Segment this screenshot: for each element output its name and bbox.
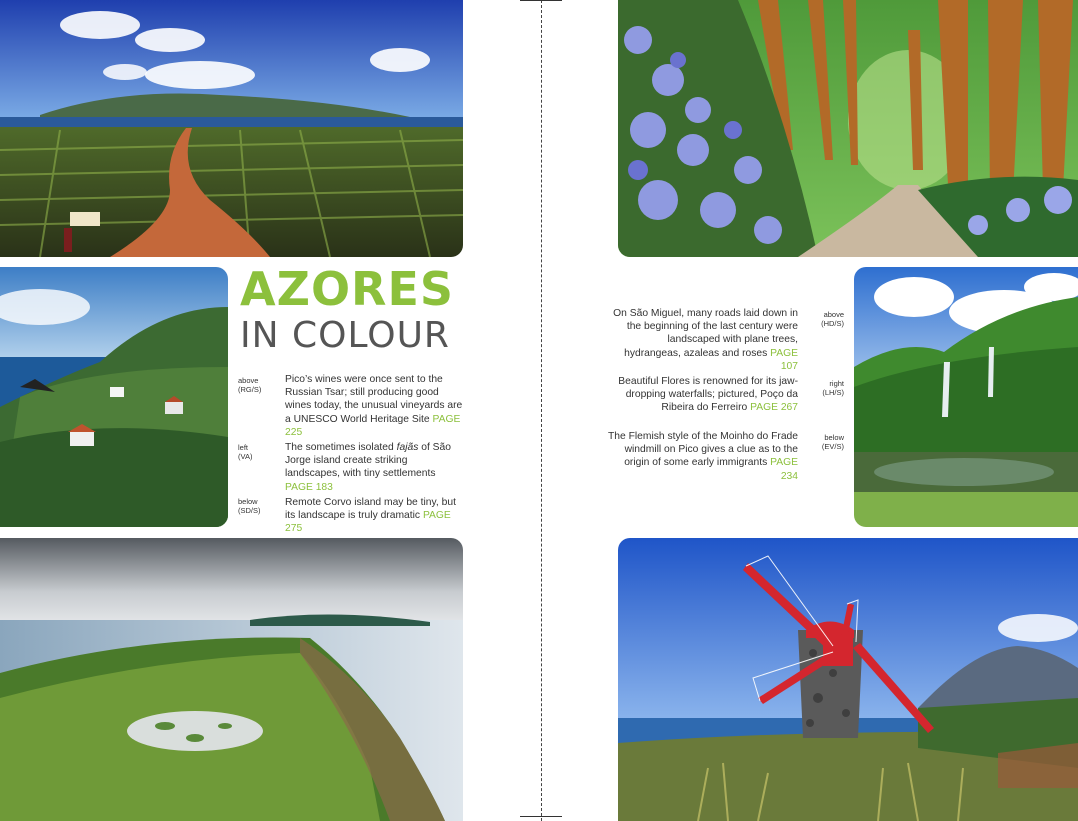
caption-position-label: left <box>238 443 249 452</box>
caption-position <box>808 310 844 328</box>
caption-sao-miguel <box>608 307 798 373</box>
caption-text: Pico’s wines were once sent to the Russian Tsar; still producing good wines today, the unusual vineyards are a UNESCO World Heritage Site <box>285 374 463 425</box>
photo-credit: (SD/S) <box>238 506 261 515</box>
photo-credit: (RG/S) <box>238 385 262 394</box>
caption-text: Remote Corvo island may be tiny, but its landscape is truly dramatic <box>285 497 456 522</box>
caption-corvo <box>285 496 465 536</box>
caption-sao-jorge <box>285 441 465 494</box>
caption-text: Beautiful Flores is renowned for its jaw-dropping waterfalls; pictured, Poço da Ribeira do Ferreiro <box>618 376 798 414</box>
page-gutter <box>541 0 542 821</box>
caption-position-label: below <box>824 433 844 442</box>
pico-windmill-photo <box>618 538 1078 821</box>
page-reference-link[interactable]: PAGE 234 <box>770 457 798 482</box>
caption-position-label: above <box>823 310 844 319</box>
caption-pico-wines <box>285 373 465 439</box>
corvo-crater-photo <box>0 538 463 821</box>
caption-text: The sometimes isolated <box>285 442 397 453</box>
page-reference-link[interactable]: PAGE 225 <box>285 413 461 438</box>
caption-flores <box>608 375 798 415</box>
sao-miguel-road-photo <box>618 0 1078 257</box>
sao-jorge-fajas-photo <box>0 267 228 527</box>
title-in-colour: IN COLOUR <box>240 315 450 356</box>
page-reference-link[interactable]: PAGE 267 <box>750 402 798 414</box>
caption-position <box>238 443 282 461</box>
page-reference-link[interactable]: PAGE 183 <box>285 481 333 493</box>
caption-position <box>238 497 282 515</box>
photo-credit: (EV/S) <box>821 442 844 451</box>
caption-position <box>808 433 844 451</box>
caption-position-label: above <box>238 376 259 385</box>
page-reference-link[interactable]: PAGE 275 <box>285 510 451 535</box>
photo-credit: (VA) <box>238 452 253 461</box>
photo-credit: (HD/S) <box>821 319 844 328</box>
crop-mark <box>520 816 562 817</box>
page-reference-link[interactable]: PAGE 107 <box>770 347 798 372</box>
caption-italic-term: fajãs <box>396 442 419 453</box>
pico-vineyards-photo <box>0 0 463 257</box>
photo-credit: (LH/S) <box>822 388 844 397</box>
caption-position-label: below <box>238 497 258 506</box>
flores-waterfalls-photo <box>854 267 1078 527</box>
caption-text: of São Jorge island create striking landscapes, with tiny settlements <box>285 442 452 480</box>
caption-text: On São Miguel, many roads laid down in the beginning of the last century were landscaped with plane trees, hydrangeas, azaleas and roses <box>613 308 798 359</box>
caption-position <box>808 379 844 397</box>
title-azores: AZORES <box>240 262 455 316</box>
caption-moinho-do-frade <box>608 430 798 483</box>
crop-mark <box>520 0 562 1</box>
caption-position-label: right <box>829 379 844 388</box>
caption-text: The Flemish style of the Moinho do Frade windmill on Pico gives a clue as to the origin of some early immigrants <box>608 431 799 469</box>
caption-position <box>238 376 282 394</box>
